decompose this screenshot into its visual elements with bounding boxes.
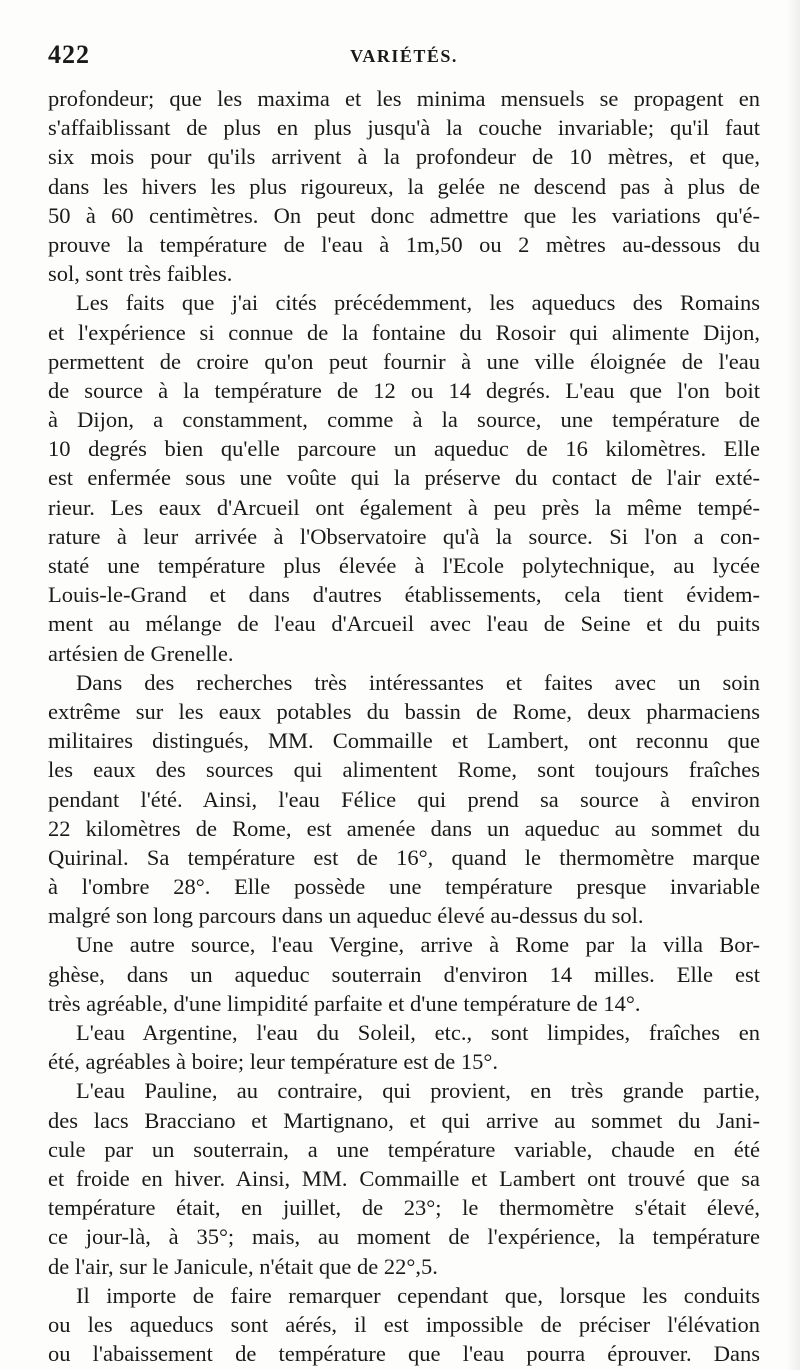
text-line: L'eau Pauline, au contraire, qui provient, en très grande partie,: [76, 1078, 760, 1104]
text-line: prouve la température de l'eau à 1m,50 ou 2 mètres au-dessous du: [48, 231, 760, 257]
page-number: 422: [48, 40, 90, 69]
page-header: [48, 40, 760, 74]
text-line: de source à la température de 12 ou 14 degrés. L'eau que l'on boit: [48, 377, 760, 403]
page-edge: [786, 0, 800, 1370]
text-line: Les faits que j'ai cités précédemment, les aqueducs des Romains: [76, 290, 760, 316]
text-line: 22 kilomètres de Rome, est amenée dans un aqueduc au sommet du: [48, 815, 760, 841]
text-line: Dans des recherches très intéressantes et faites avec un soin: [76, 669, 760, 695]
text-line: les eaux des sources qui alimentent Rome, sont toujours fraîches: [48, 757, 760, 783]
text-line: ment au mélange de l'eau d'Arcueil avec l'eau de Seine et du puits: [48, 611, 760, 637]
text-line: des lacs Bracciano et Martignano, et qui arrive au sommet du Jani-: [48, 1107, 760, 1133]
text-line: L'eau Argentine, l'eau du Soleil, etc., sont limpides, fraîches en: [76, 1020, 760, 1045]
text-line: Il importe de faire remarquer cependant que, lorsque les conduits: [76, 1282, 760, 1308]
body-text: [48, 84, 760, 1368]
text-line: rieur. Les eaux d'Arcueil ont également à peu près la même tempé-: [48, 494, 760, 520]
text-line: ou les aqueducs sont aérés, il est impossible de préciser l'élévation: [48, 1311, 760, 1337]
text-line: ou l'abaissement de température que l'eau pourra éprouver. Dans: [48, 1341, 760, 1367]
text-line: 10 degrés bien qu'elle parcoure un aqueduc de 16 kilomètres. Elle: [48, 436, 760, 462]
text-line: de l'air, sur le Janicule, n'était que de 22°,5.: [48, 1253, 438, 1279]
text-line: staté une température plus élevée à l'Ecole polytechnique, au lycée: [48, 553, 760, 578]
text-line: six mois pour qu'ils arrivent à la profondeur de 10 mètres, et que,: [48, 144, 760, 170]
text-line: très agréable, d'une limpidité parfaite et d'une température de 14°.: [48, 990, 641, 1016]
running-head: VARIÉTÉS.: [350, 46, 458, 66]
text-line: profondeur; que les maxima et les minima mensuels se propagent en: [48, 86, 760, 111]
text-line: permettent de croire qu'on peut fournir à une ville éloignée de l'eau: [48, 348, 760, 374]
text-line: rature à leur arrivée à l'Observatoire qu'à la source. Si l'on a con-: [48, 523, 760, 549]
text-line: militaires distingués, MM. Commaille et Lambert, ont reconnu que: [48, 728, 760, 754]
text-line: à l'ombre 28°. Elle possède une température presque invariable: [48, 874, 760, 900]
text-line: est enfermée sous une voûte qui la préserve du contact de l'air exté-: [48, 465, 760, 491]
text-line: artésien de Grenelle.: [48, 640, 234, 666]
text-line: ce jour-là, à 35°; mais, au moment de l'expérience, la température: [48, 1224, 760, 1250]
text-line: malgré son long parcours dans un aqueduc élevé au-dessus du sol.: [48, 903, 644, 929]
text-line: 50 à 60 centimètres. On peut donc admettre que les variations qu'é-: [48, 202, 760, 228]
text-line: Une autre source, l'eau Vergine, arrive à Rome par la villa Bor-: [76, 932, 760, 958]
text-line: pendant l'été. Ainsi, l'eau Félice qui prend sa source à environ: [48, 786, 760, 812]
text-line: extrême sur les eaux potables du bassin de Rome, deux pharmaciens: [48, 698, 760, 724]
text-line: à Dijon, a constamment, comme à la source, une température de: [48, 407, 760, 433]
text-line: température était, en juillet, de 23°; le thermomètre s'était élevé,: [48, 1195, 760, 1221]
text-line: s'affaiblissant de plus en plus jusqu'à la couche invariable; qu'il faut: [48, 115, 760, 141]
text-line: ghèse, dans un aqueduc souterrain d'environ 14 milles. Elle est: [48, 961, 760, 987]
text-line: et l'expérience si connue de la fontaine du Rosoir qui alimente Dijon,: [48, 319, 760, 345]
text-line: sol, sont très faibles.: [48, 261, 233, 287]
text-line: été, agréables à boire; leur température est de 15°.: [48, 1049, 499, 1075]
text-line: cule par un souterrain, a une température variable, chaude en été: [48, 1136, 760, 1162]
text-line: et froide en hiver. Ainsi, MM. Commaille et Lambert ont trouvé que sa: [48, 1165, 760, 1191]
text-line: Louis-le-Grand et dans d'autres établissements, cela tient évidem-: [48, 582, 760, 608]
text-line: dans les hivers les plus rigoureux, la gelée ne descend pas à plus de: [48, 173, 760, 199]
text-line: Quirinal. Sa température est de 16°, quand le thermomètre marque: [48, 844, 760, 870]
